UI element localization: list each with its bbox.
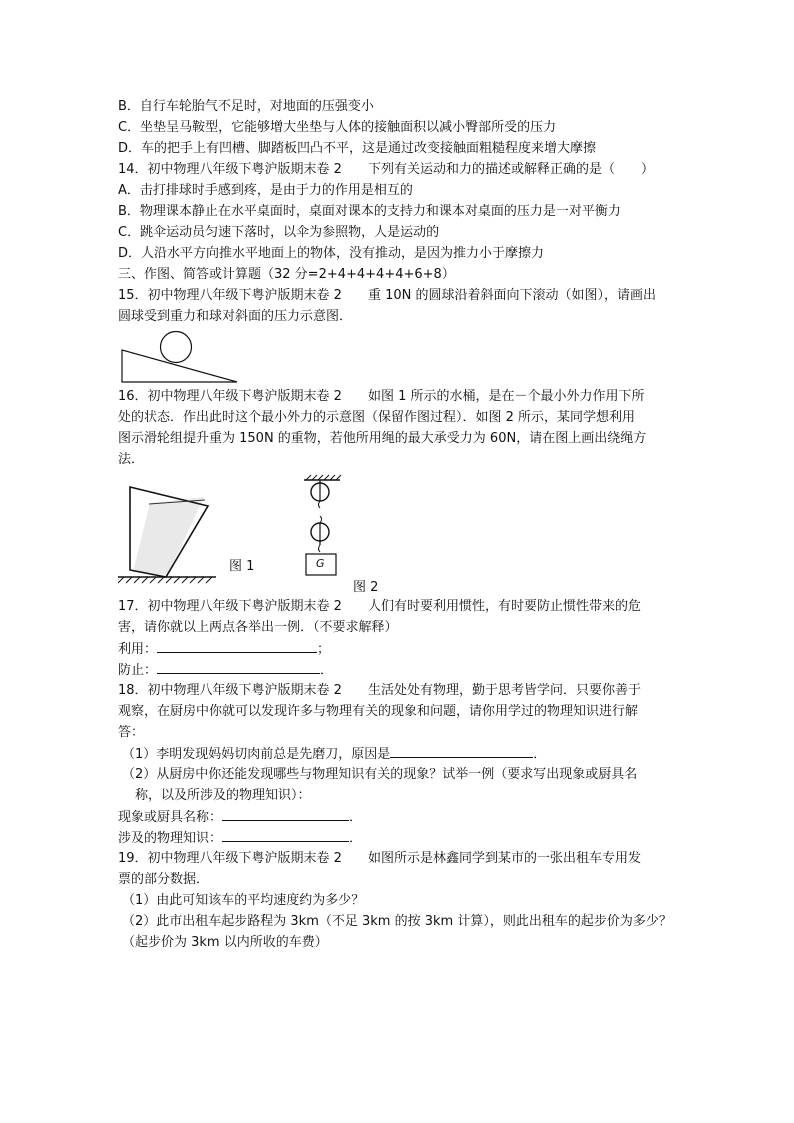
q17-use-blank[interactable] [157, 639, 317, 653]
q18-knowledge-label: 涉及的物理知识： [118, 831, 223, 846]
q18-part1-blank[interactable] [390, 744, 533, 758]
q14-option-b: B．物理课本静止在水平桌面时，桌面对课本的支持力和课本对桌面的压力是一对平衡力 [118, 204, 621, 219]
question-16-line4: 法． [118, 452, 145, 467]
question-19-line2: 票的部分数据． [118, 872, 210, 887]
q19-part3: （起步价为 3km 以内所收的车费） [122, 935, 328, 950]
question-17-line2: 害，请你就以上两点各举出一例．（不要求解释） [118, 620, 398, 635]
q17-use-end: ； [317, 642, 331, 657]
q18-knowledge-end: ． [349, 831, 363, 846]
q18-phenomenon-end: ． [349, 810, 363, 825]
q18-phenomenon-label: 现象或厨具名称： [118, 810, 223, 825]
question-18-line3: 答： [118, 725, 145, 740]
option-c: C．坐垫呈马鞍型，它能够增大坐垫与人体的接触面积以减小臀部所受的压力 [118, 120, 557, 135]
q18-knowledge-blank[interactable] [222, 828, 349, 842]
question-18-line2: 观察，在厨房中你就可以发现许多与物理有关的现象和问题，请你用学过的物理知识进行解 [118, 704, 639, 719]
question-18-line1: 18．初中物理八年级下粤沪版期末卷 2 生活处处有物理，勤于思考皆学问．只要你善于 [118, 683, 641, 698]
weight-label: G [316, 557, 325, 570]
incline-ball-figure [120, 328, 240, 384]
q14-option-c: C．跳伞运动员匀速下落时，以伞为参照物，人是运动的 [118, 225, 440, 240]
q17-prevent-end: ． [320, 663, 334, 678]
q18-knowledge-row [118, 828, 362, 849]
figure-2-label: 图 2 [353, 580, 379, 595]
q18-phenomenon-blank[interactable] [222, 807, 349, 821]
question-17-line1: 17．初中物理八年级下粤沪版期末卷 2 人们有时要利用惯性，有时要防止惯性带来的危 [118, 599, 641, 614]
q17-prevent-blank[interactable] [157, 660, 320, 674]
figure-1-label: 图 1 [229, 559, 255, 574]
question-19-line1: 19．初中物理八年级下粤沪版期末卷 2 如图所示是林鑫同学到某市的一张出租车专用发 [118, 851, 641, 866]
q17-prevent-row [118, 660, 333, 681]
q18-part1-text: （1）李明发现妈妈切肉前总是先磨刀，原因是 [122, 747, 391, 762]
q17-use-row [118, 639, 330, 660]
q18-phenomenon-row [118, 807, 362, 828]
question-16-line3: 图示滑轮组提升重为 150N 的重物，若他所用绳的最大承受力为 60N，请在图上画出绕绳方 [118, 431, 647, 446]
q19-part1: （1）由此可知该车的平均速度约为多少？ [122, 893, 365, 908]
question-15-line2: 圆球受到重力和球对斜面的压力示意图． [118, 309, 353, 324]
q19-part2: （2）此市出租车起步路程为 3km（不足 3km 的按 3km 计算），则此出租车的起步价为多少？ [122, 914, 672, 929]
bucket-figure-1 [118, 484, 218, 584]
ball-circle [161, 332, 192, 363]
q18-part1-row [122, 744, 546, 765]
section-3-heading: 三、作图、简答或计算题（32 分=2+4+4+4+4+6+8） [118, 267, 455, 282]
q18-part2-line2: 称，以及所涉及的物理知识）： [122, 788, 311, 803]
option-b: B．自行车轮胎气不足时，对地面的压强变小 [118, 99, 374, 114]
q17-use-label: 利用： [118, 642, 158, 657]
question-15-line1: 15．初中物理八年级下粤沪版期末卷 2 重 10N 的圆球沿着斜面向下滚动（如图），请画出 [118, 288, 656, 303]
question-14: 14．初中物理八年级下粤沪版期末卷 2 下列有关运动和力的描述或解释正确的是（ ） [118, 162, 654, 177]
option-d: D．车的把手上有凹槽、脚踏板凹凸不平，这是通过改变接触面粗糙程度来增大摩擦 [118, 141, 597, 156]
question-16-line1: 16．初中物理八年级下粤沪版期末卷 2 如图 1 所示的水桶，是在－个最小外力作用下所 [118, 389, 645, 404]
q17-prevent-label: 防止： [118, 663, 158, 678]
q14-option-a: A．击打排球时手感到疼，是由于力的作用是相互的 [118, 183, 413, 198]
q18-part1-end: ． [533, 747, 547, 762]
question-16-line2: 处的状态．作出此时这个最小外力的示意图（保留作图过程）．如图 2 所示，某同学想利用 [118, 410, 636, 425]
q14-option-d: D．人沿水平方向推水平地面上的物体，没有推动，是因为推力小于摩擦力 [118, 246, 545, 261]
q18-part2-line1: （2）从厨房中你还能发现哪些与物理知识有关的现象？试举一例（要求写出现象或厨具名 [122, 767, 638, 782]
